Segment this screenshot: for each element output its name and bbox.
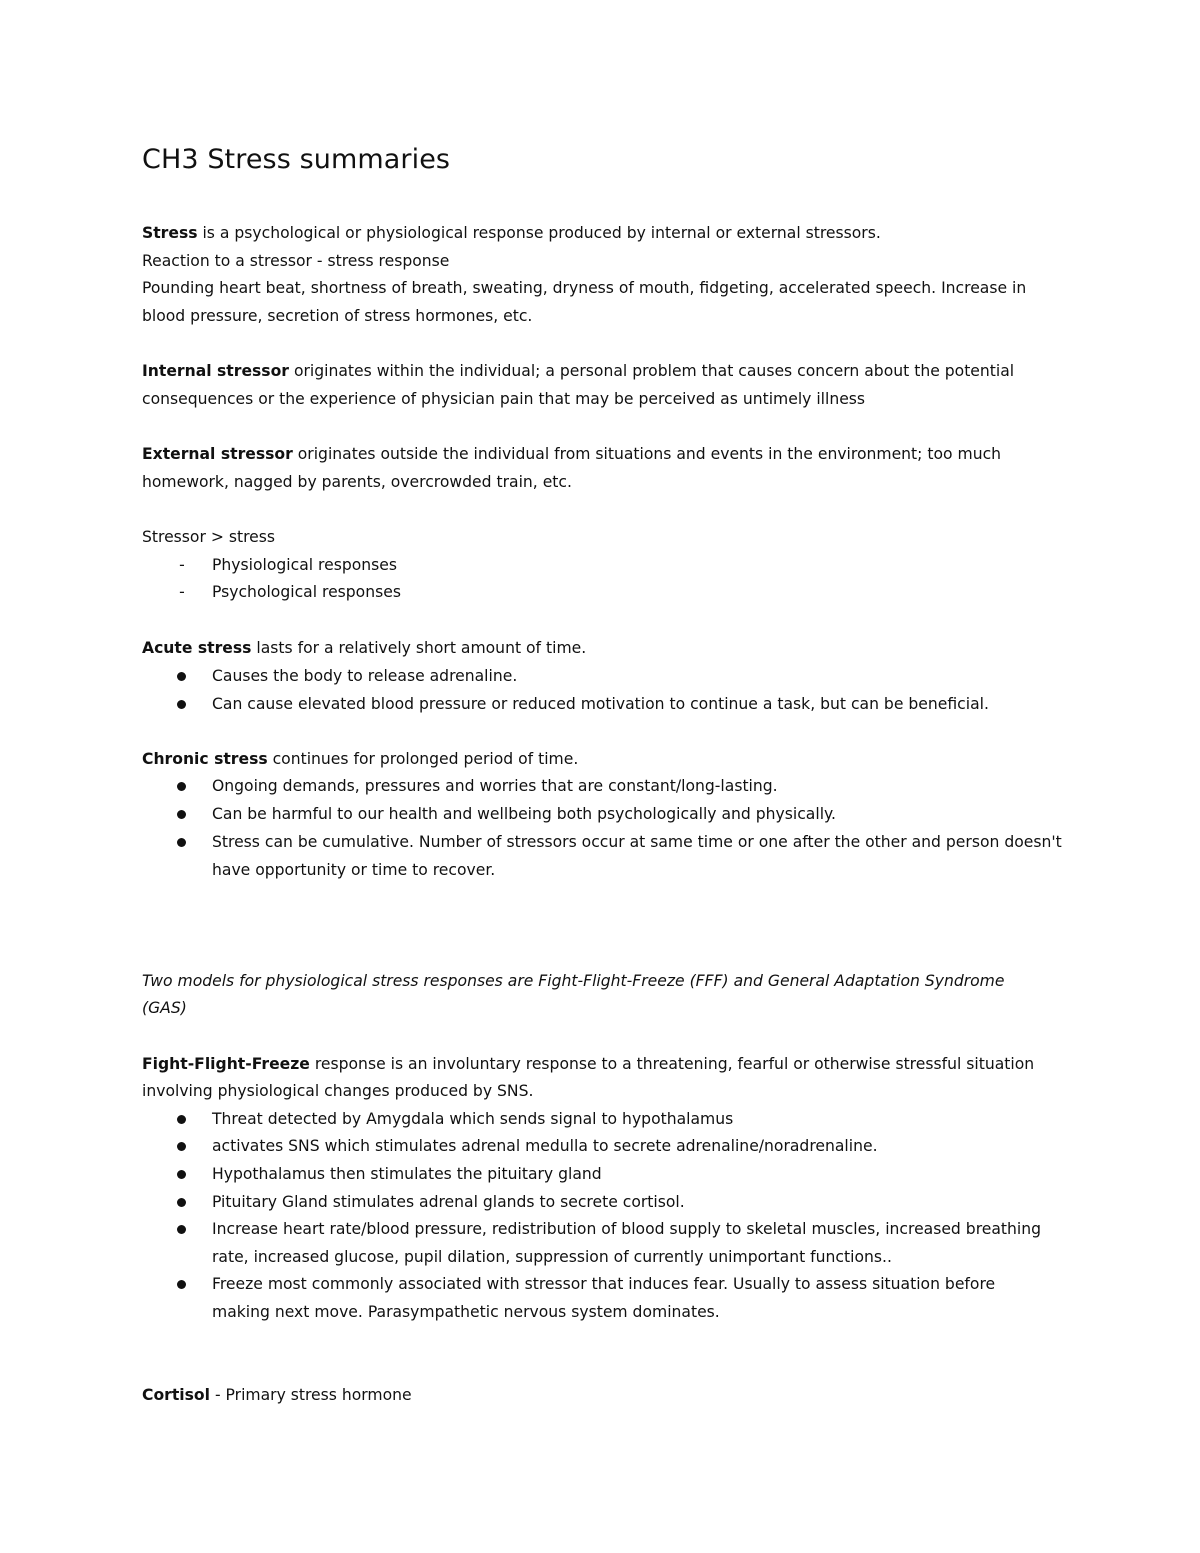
list-item: Freeze most commonly associated with stressor that induces fear. Usually to assess situation before <box>212 1275 996 1293</box>
list-item: Ongoing demands, pressures and worries that are constant/long-lasting. <box>212 777 778 795</box>
list-item-cont: rate, increased glucose, pupil dilation, suppression of currently unimportant functions.. <box>212 1248 892 1266</box>
list-item: Physiological responses <box>212 556 397 574</box>
list-item: Pituitary Gland stimulates adrenal glands to secrete cortisol. <box>212 1193 685 1211</box>
external-stressor-line-cont: homework, nagged by parents, overcrowded train, etc. <box>142 473 572 491</box>
list-item: Stress can be cumulative. Number of stressors occur at same time or one after the other and person doesn't <box>212 833 1062 851</box>
bullet-icon <box>177 782 186 791</box>
list-item: Can cause elevated blood pressure or reduced motivation to continue a task, but can be beneficial. <box>212 695 989 713</box>
list-item: Hypothalamus then stimulates the pituitary gland <box>212 1165 602 1183</box>
dash-marker: - <box>179 583 185 601</box>
bullet-icon <box>177 1225 186 1234</box>
bullet-icon <box>177 1198 186 1207</box>
internal-stressor-line-cont: consequences or the experience of physician pain that may be perceived as untimely illness <box>142 390 866 408</box>
external-stressor-definition: External stressor originates outside the individual from situations and events in the environment; too much <box>142 445 1002 463</box>
document-title: CH3 Stress summaries <box>142 144 451 175</box>
list-item: Increase heart rate/blood pressure, redistribution of blood supply to skeletal muscles, increased breathing <box>212 1220 1042 1238</box>
list-item: Causes the body to release adrenaline. <box>212 667 518 685</box>
list-item-cont: have opportunity or time to recover. <box>212 861 496 879</box>
dash-marker: - <box>179 556 185 574</box>
term-internal-stressor: Internal stressor <box>142 362 289 380</box>
list-item-cont: making next move. Parasympathetic nervous system dominates. <box>212 1303 720 1321</box>
term-cortisol: Cortisol <box>142 1386 210 1404</box>
bullet-icon <box>177 700 186 709</box>
term-chronic-stress: Chronic stress <box>142 750 268 768</box>
internal-stressor-definition: Internal stressor originates within the individual; a personal problem that causes concern about the potential <box>142 362 1015 380</box>
bullet-icon <box>177 1170 186 1179</box>
bullet-icon <box>177 1115 186 1124</box>
list-item: Psychological responses <box>212 583 401 601</box>
list-item: Threat detected by Amygdala which sends signal to hypothalamus <box>212 1110 734 1128</box>
chronic-stress-definition: Chronic stress continues for prolonged period of time. <box>142 750 579 768</box>
cortisol-definition: Cortisol - Primary stress hormone <box>142 1386 412 1404</box>
stress-symptoms-line: Pounding heart beat, shortness of breath, sweating, dryness of mouth, fidgeting, accelerated speech. Increase in <box>142 279 1027 297</box>
stressor-flow-heading: Stressor > stress <box>142 528 276 546</box>
fff-definition-cont: involving physiological changes produced by SNS. <box>142 1082 534 1100</box>
models-intro: Two models for physiological stress responses are Fight-Flight-Freeze (FFF) and General Adaptation Syndrome <box>142 972 1005 990</box>
bullet-icon <box>177 810 186 819</box>
bullet-icon <box>177 1280 186 1289</box>
acute-stress-definition: Acute stress lasts for a relatively short amount of time. <box>142 639 587 657</box>
bullet-icon <box>177 838 186 847</box>
bullet-icon <box>177 672 186 681</box>
term-acute-stress: Acute stress <box>142 639 252 657</box>
stress-symptoms-line-cont: blood pressure, secretion of stress hormones, etc. <box>142 307 533 325</box>
stress-response-line: Reaction to a stressor - stress response <box>142 252 450 270</box>
term-fight-flight-freeze: Fight-Flight-Freeze <box>142 1055 310 1073</box>
fff-definition: Fight-Flight-Freeze response is an involuntary response to a threatening, fearful or otherwise stressful situation <box>142 1055 1035 1073</box>
list-item: Can be harmful to our health and wellbeing both psychologically and physically. <box>212 805 836 823</box>
term-external-stressor: External stressor <box>142 445 293 463</box>
list-item: activates SNS which stimulates adrenal medulla to secrete adrenaline/noradrenaline. <box>212 1137 878 1155</box>
bullet-icon <box>177 1142 186 1151</box>
stress-definition: Stress is a psychological or physiological response produced by internal or external stressors. <box>142 224 881 242</box>
term-stress: Stress <box>142 224 198 242</box>
models-intro-cont: (GAS) <box>142 999 187 1017</box>
